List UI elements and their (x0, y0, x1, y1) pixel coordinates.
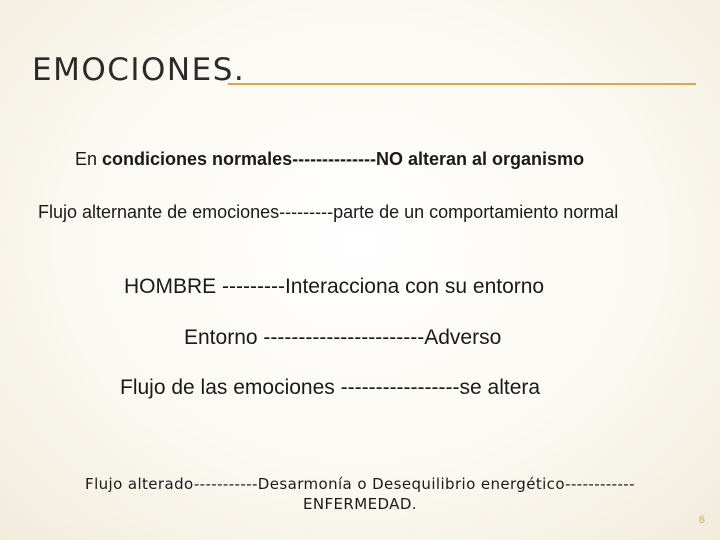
line-enfermedad: ENFERMEDAD. (303, 495, 417, 513)
line-entorno: Entorno -----------------------Adverso (184, 326, 502, 349)
line-condiciones-bold: condiciones normales--------------NO alteran al organismo (102, 149, 585, 169)
title-underline (228, 83, 696, 85)
page-number: 6 (698, 514, 705, 526)
line-condiciones-normales (75, 149, 584, 170)
line-flujo-alterado (0, 474, 720, 514)
slide-title: EMOCIONES. (32, 52, 246, 88)
line-flujo-alterado-text: Flujo alterado-----------Desarmonía o Desequilibrio energético------------ (85, 475, 635, 493)
line-flujo-alternante: Flujo alternante de emociones---------parte de un comportamiento normal (38, 202, 619, 222)
line-condiciones-prefix: En (75, 149, 103, 169)
line-hombre: HOMBRE ---------Interacciona con su entorno (124, 275, 545, 298)
line-flujo-emociones: Flujo de las emociones -----------------se altera (120, 376, 541, 399)
